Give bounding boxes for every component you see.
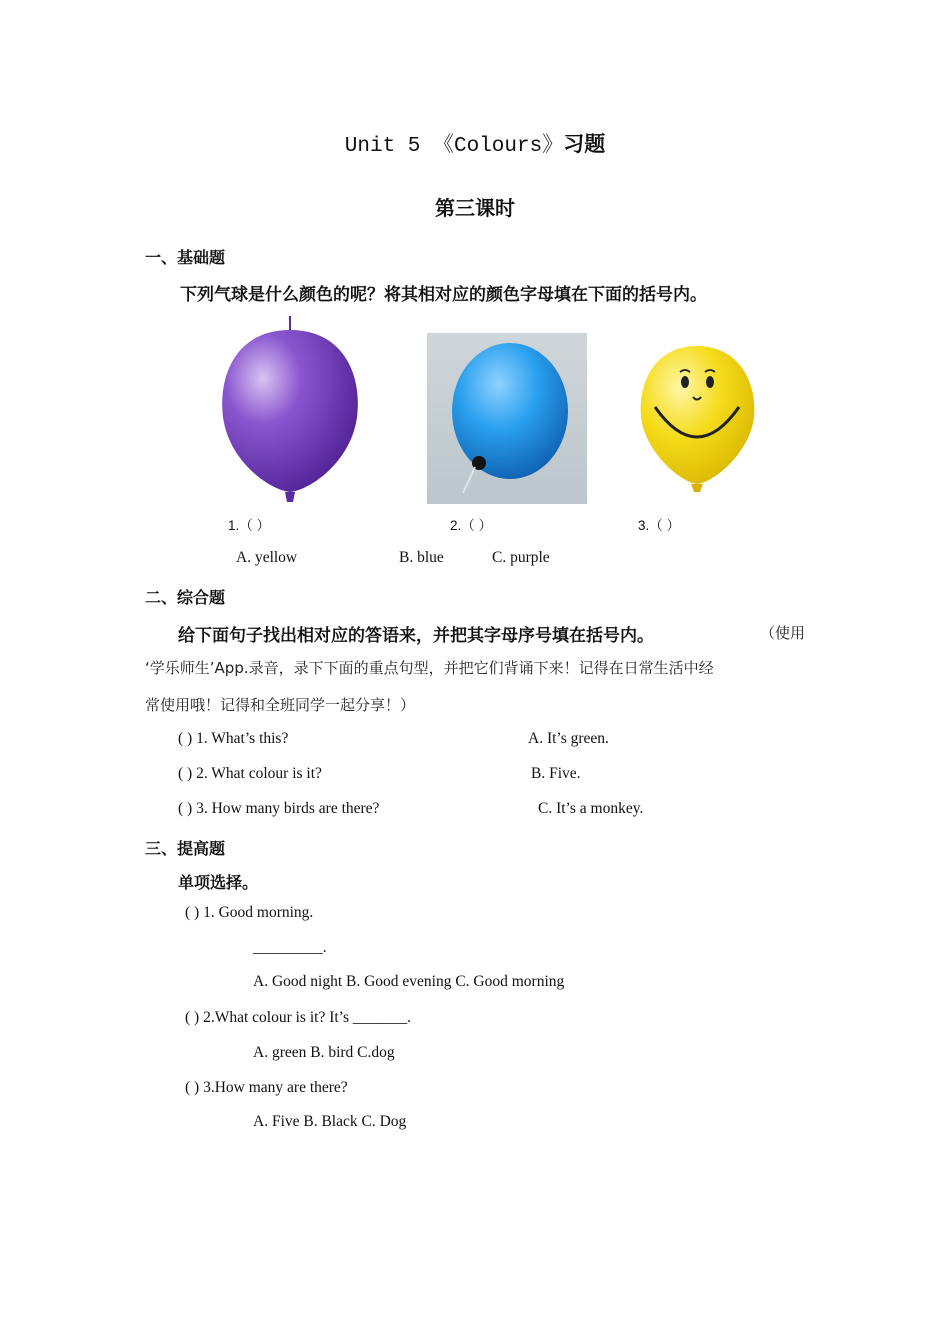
balloon-label-2: 2.（ ） xyxy=(450,518,493,533)
choice-question-2-options: A. green B. bird C.dog xyxy=(253,1044,395,1061)
choice-question-1: ( ) 1. Good morning. xyxy=(185,904,314,921)
section3-subheading: 单项选择。 xyxy=(178,873,259,892)
choice-question-2: ( ) 2.What colour is it? It’s _______. xyxy=(185,1009,411,1026)
choice-question-3: ( ) 3.How many are there? xyxy=(185,1079,348,1096)
choice-question-1-blank: _________. xyxy=(253,939,327,956)
balloon-label-1: 1.（ ） xyxy=(228,518,271,533)
section2-note-line2: ‘学乐师生’App.录音，录下下面的重点句型，并把它们背诵下来！记得在日常生活中经 xyxy=(145,659,714,677)
yellow-balloon-image xyxy=(635,342,760,497)
choice-question-1-options: A. Good night B. Good evening C. Good morning xyxy=(253,973,565,990)
color-option-a: A. yellow xyxy=(236,549,298,566)
section2-note-line3: 常使用哦！记得和全班同学一起分享！） xyxy=(145,696,416,714)
match-answer-a: A. It’s green. xyxy=(528,730,609,747)
color-option-b: B. blue xyxy=(399,549,444,566)
section1-heading: 一、基础题 xyxy=(145,248,226,267)
blue-balloon-image xyxy=(427,333,587,504)
section2-heading: 二、综合题 xyxy=(145,588,226,607)
section3-heading: 三、提高题 xyxy=(145,839,226,858)
match-answer-c: C. It’s a monkey. xyxy=(538,800,644,817)
page-subtitle: 第三课时 xyxy=(435,196,515,220)
match-question-3: ( ) 3. How many birds are there? xyxy=(178,800,380,817)
section2-instruction: 给下面句子找出相对应的答语来，并把其字母序号填在括号内。 xyxy=(178,626,654,646)
balloon-label-3: 3.（ ） xyxy=(638,518,681,533)
color-option-c: C. purple xyxy=(492,549,550,566)
match-answer-b: B. Five. xyxy=(531,765,581,782)
purple-balloon-image xyxy=(215,312,365,507)
title-suffix: 习题 xyxy=(563,132,606,156)
match-question-2: ( ) 2. What colour is it? xyxy=(178,765,322,782)
section2-note-line1: （使用 xyxy=(760,624,806,642)
match-question-1: ( ) 1. What’s this? xyxy=(178,730,289,747)
page-title xyxy=(0,128,950,158)
choice-question-3-options: A. Five B. Black C. Dog xyxy=(253,1113,407,1130)
title-prefix: Unit 5 《Colours》 xyxy=(344,135,564,158)
section1-instruction: 下列气球是什么颜色的呢？将其相对应的颜色字母填在下面的括号内。 xyxy=(180,285,707,305)
